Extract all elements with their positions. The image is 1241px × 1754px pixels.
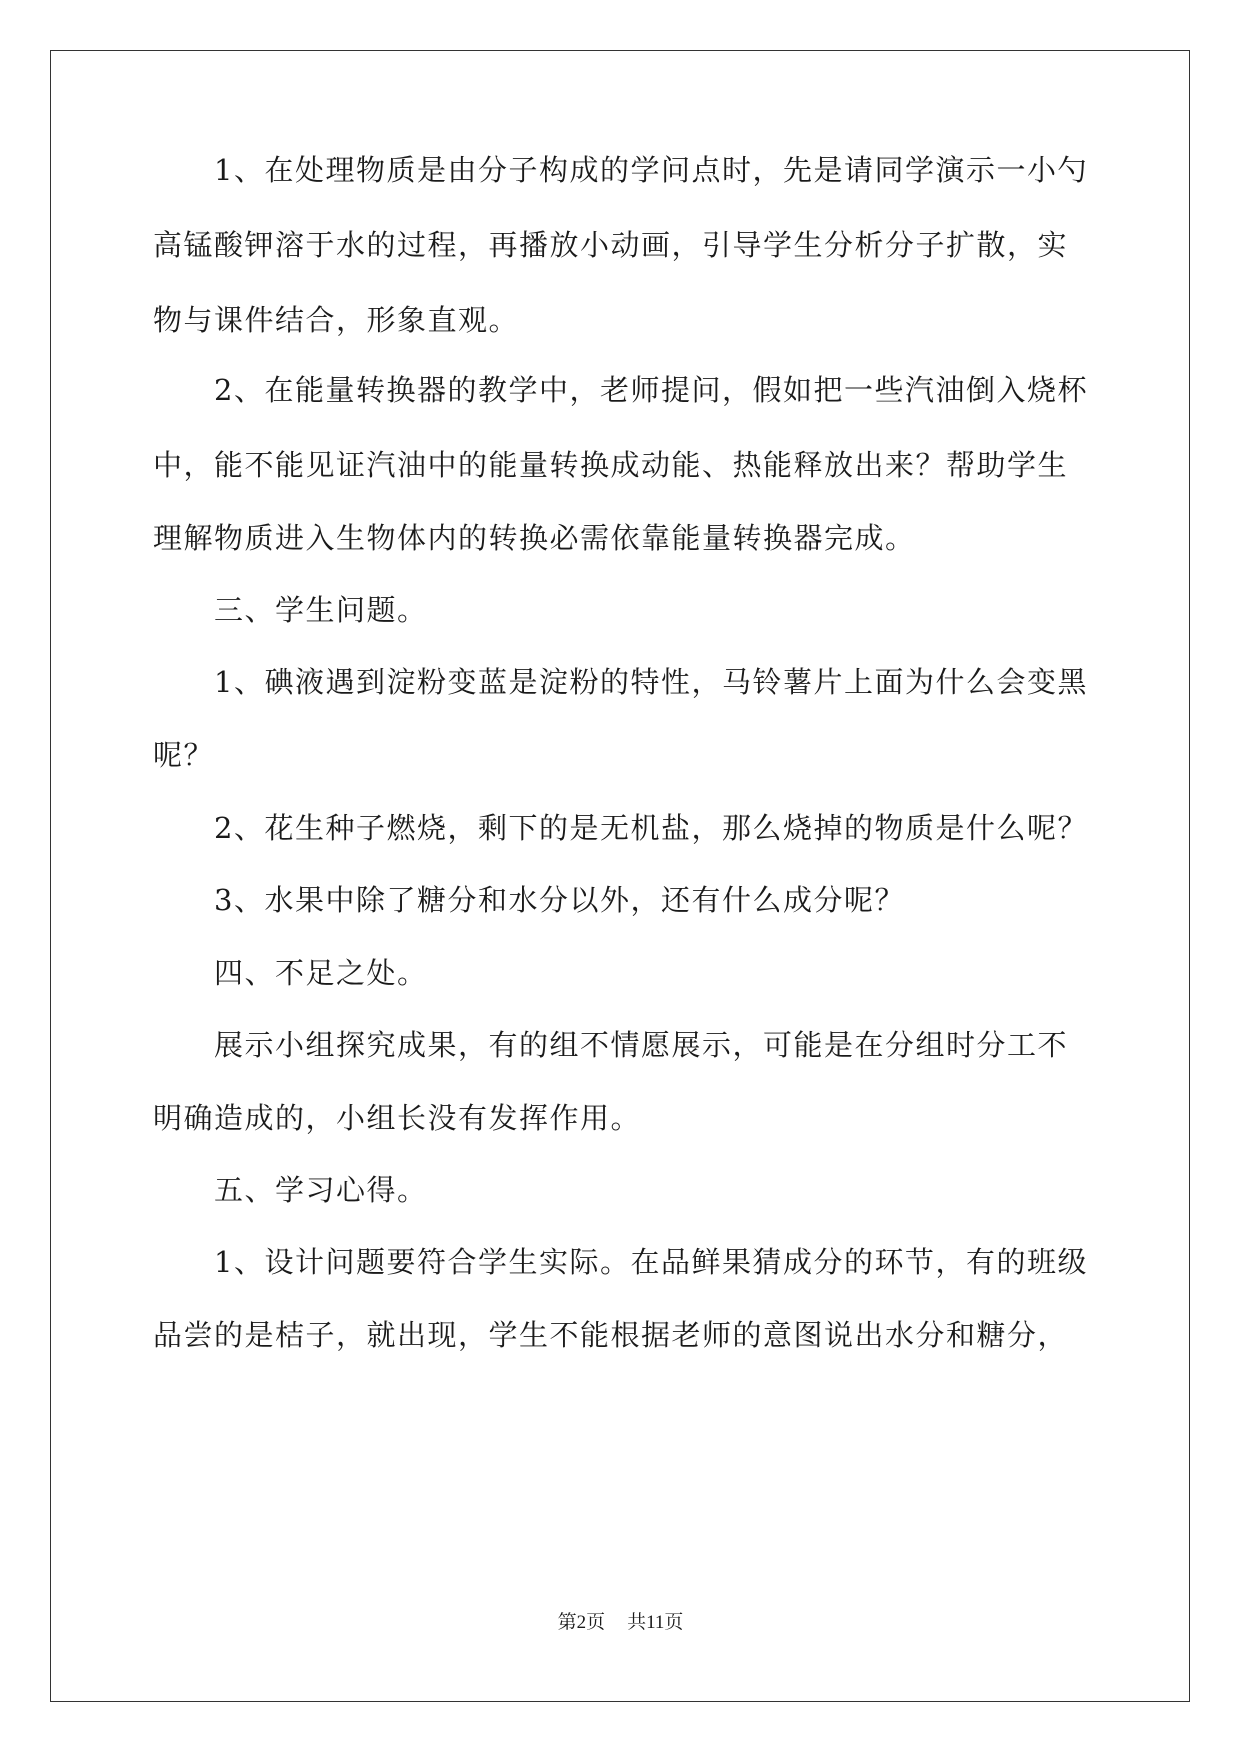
section-heading: 三、学生问题。 <box>214 593 428 627</box>
paragraph-line: 2、在能量转换器的教学中，老师提问，假如把一些汽油倒入烧杯 <box>214 373 1088 407</box>
paragraph-line: 理解物质进入生物体内的转换必需依靠能量转换器完成。 <box>153 521 916 555</box>
page-border <box>50 50 1190 1702</box>
paragraph-line: 高锰酸钾溶于水的过程，再播放小动画，引导学生分析分子扩散，实 <box>153 228 1069 262</box>
paragraph-line: 中，能不能见证汽油中的能量转换成动能、热能释放出来？帮助学生 <box>153 448 1069 482</box>
paragraph-line: 1、碘液遇到淀粉变蓝是淀粉的特性，马铃薯片上面为什么会变黑 <box>214 665 1088 699</box>
paragraph-line: 展示小组探究成果，有的组不情愿展示，可能是在分组时分工不 <box>214 1028 1069 1062</box>
section-heading: 四、不足之处。 <box>214 956 428 990</box>
page-footer <box>0 1611 1241 1635</box>
page-total: 共11页 <box>627 1612 684 1633</box>
section-heading: 五、学习心得。 <box>214 1173 428 1207</box>
paragraph-line: 2、花生种子燃烧，剩下的是无机盐，那么烧掉的物质是什么呢？ <box>214 811 1088 845</box>
paragraph-line: 品尝的是桔子，就出现，学生不能根据老师的意图说出水分和糖分， <box>153 1318 1069 1352</box>
page-number: 第2页 <box>557 1612 606 1633</box>
paragraph-line: 1、在处理物质是由分子构成的学问点时，先是请同学演示一小勺 <box>214 153 1088 187</box>
paragraph-line: 明确造成的，小组长没有发挥作用。 <box>153 1101 642 1135</box>
paragraph-line: 呢？ <box>153 738 215 772</box>
paragraph-line: 1、设计问题要符合学生实际。在品鲜果猜成分的环节，有的班级 <box>214 1245 1088 1279</box>
paragraph-line: 物与课件结合，形象直观。 <box>153 303 520 337</box>
paragraph-line: 3、水果中除了糖分和水分以外，还有什么成分呢？ <box>214 883 905 917</box>
